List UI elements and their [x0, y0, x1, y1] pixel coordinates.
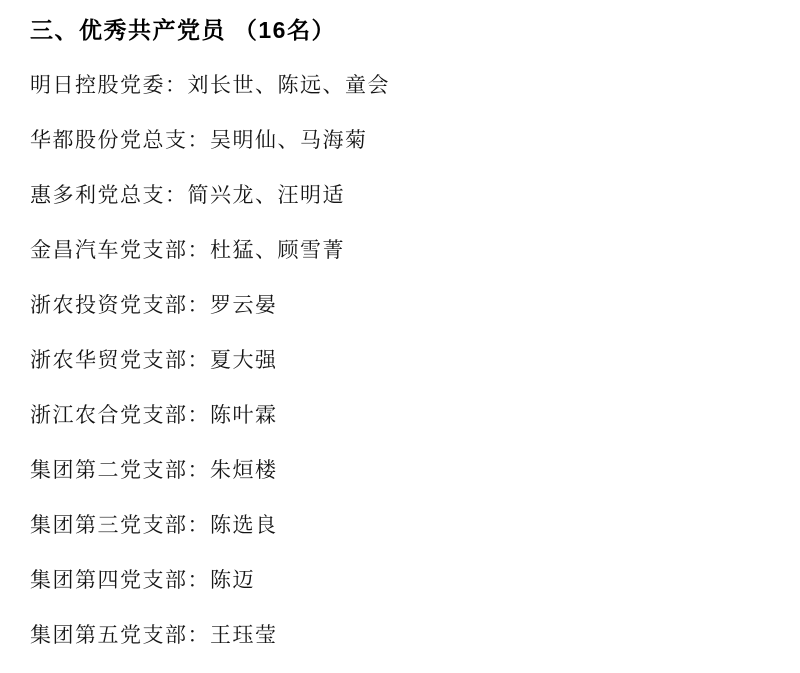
org-name: 浙农华贸党支部: [30, 349, 188, 372]
colon-separator: ：: [165, 74, 188, 97]
award-entry: [30, 405, 780, 426]
award-entry: [30, 570, 780, 591]
org-name: 金昌汽车党支部: [30, 239, 188, 262]
colon-separator: ：: [187, 349, 210, 372]
member-names: 朱烜楼: [210, 459, 278, 482]
award-entry: [30, 185, 780, 206]
org-name: 集团第二党支部: [30, 459, 188, 482]
org-name: 集团第三党支部: [30, 514, 188, 537]
award-entry: [30, 295, 780, 316]
member-names: 罗云晏: [210, 294, 278, 317]
colon-separator: ：: [165, 184, 188, 207]
colon-separator: ：: [187, 569, 210, 592]
colon-separator: ：: [187, 294, 210, 317]
award-entry: [30, 515, 780, 536]
member-names: 夏大强: [210, 349, 278, 372]
award-entry: [30, 350, 780, 371]
award-entry: [30, 240, 780, 261]
org-name: 浙江农合党支部: [30, 404, 188, 427]
member-names: 简兴龙、汪明适: [187, 184, 345, 207]
org-name: 华都股份党总支: [30, 129, 188, 152]
org-name: 集团第四党支部: [30, 569, 188, 592]
member-names: 陈叶霖: [210, 404, 278, 427]
award-entry: [30, 75, 780, 96]
colon-separator: ：: [187, 624, 210, 647]
org-name: 明日控股党委: [30, 74, 165, 97]
org-name: 惠多利党总支: [30, 184, 165, 207]
member-names: 陈选良: [210, 514, 278, 537]
colon-separator: ：: [187, 404, 210, 427]
member-names: 王珏莹: [210, 624, 278, 647]
colon-separator: ：: [187, 514, 210, 537]
award-entry: [30, 130, 780, 151]
section-title: 三、优秀共产党员 （16名）: [30, 17, 336, 43]
colon-separator: ：: [187, 129, 210, 152]
colon-separator: ：: [187, 239, 210, 262]
org-name: 集团第五党支部: [30, 624, 188, 647]
member-names: 杜猛、顾雪菁: [210, 239, 345, 262]
member-names: 吴明仙、马海菊: [210, 129, 368, 152]
member-names: 陈迈: [210, 569, 255, 592]
award-entry: [30, 625, 780, 646]
colon-separator: ：: [187, 459, 210, 482]
award-entry: [30, 460, 780, 481]
member-names: 刘长世、陈远、童会: [187, 74, 390, 97]
org-name: 浙农投资党支部: [30, 294, 188, 317]
